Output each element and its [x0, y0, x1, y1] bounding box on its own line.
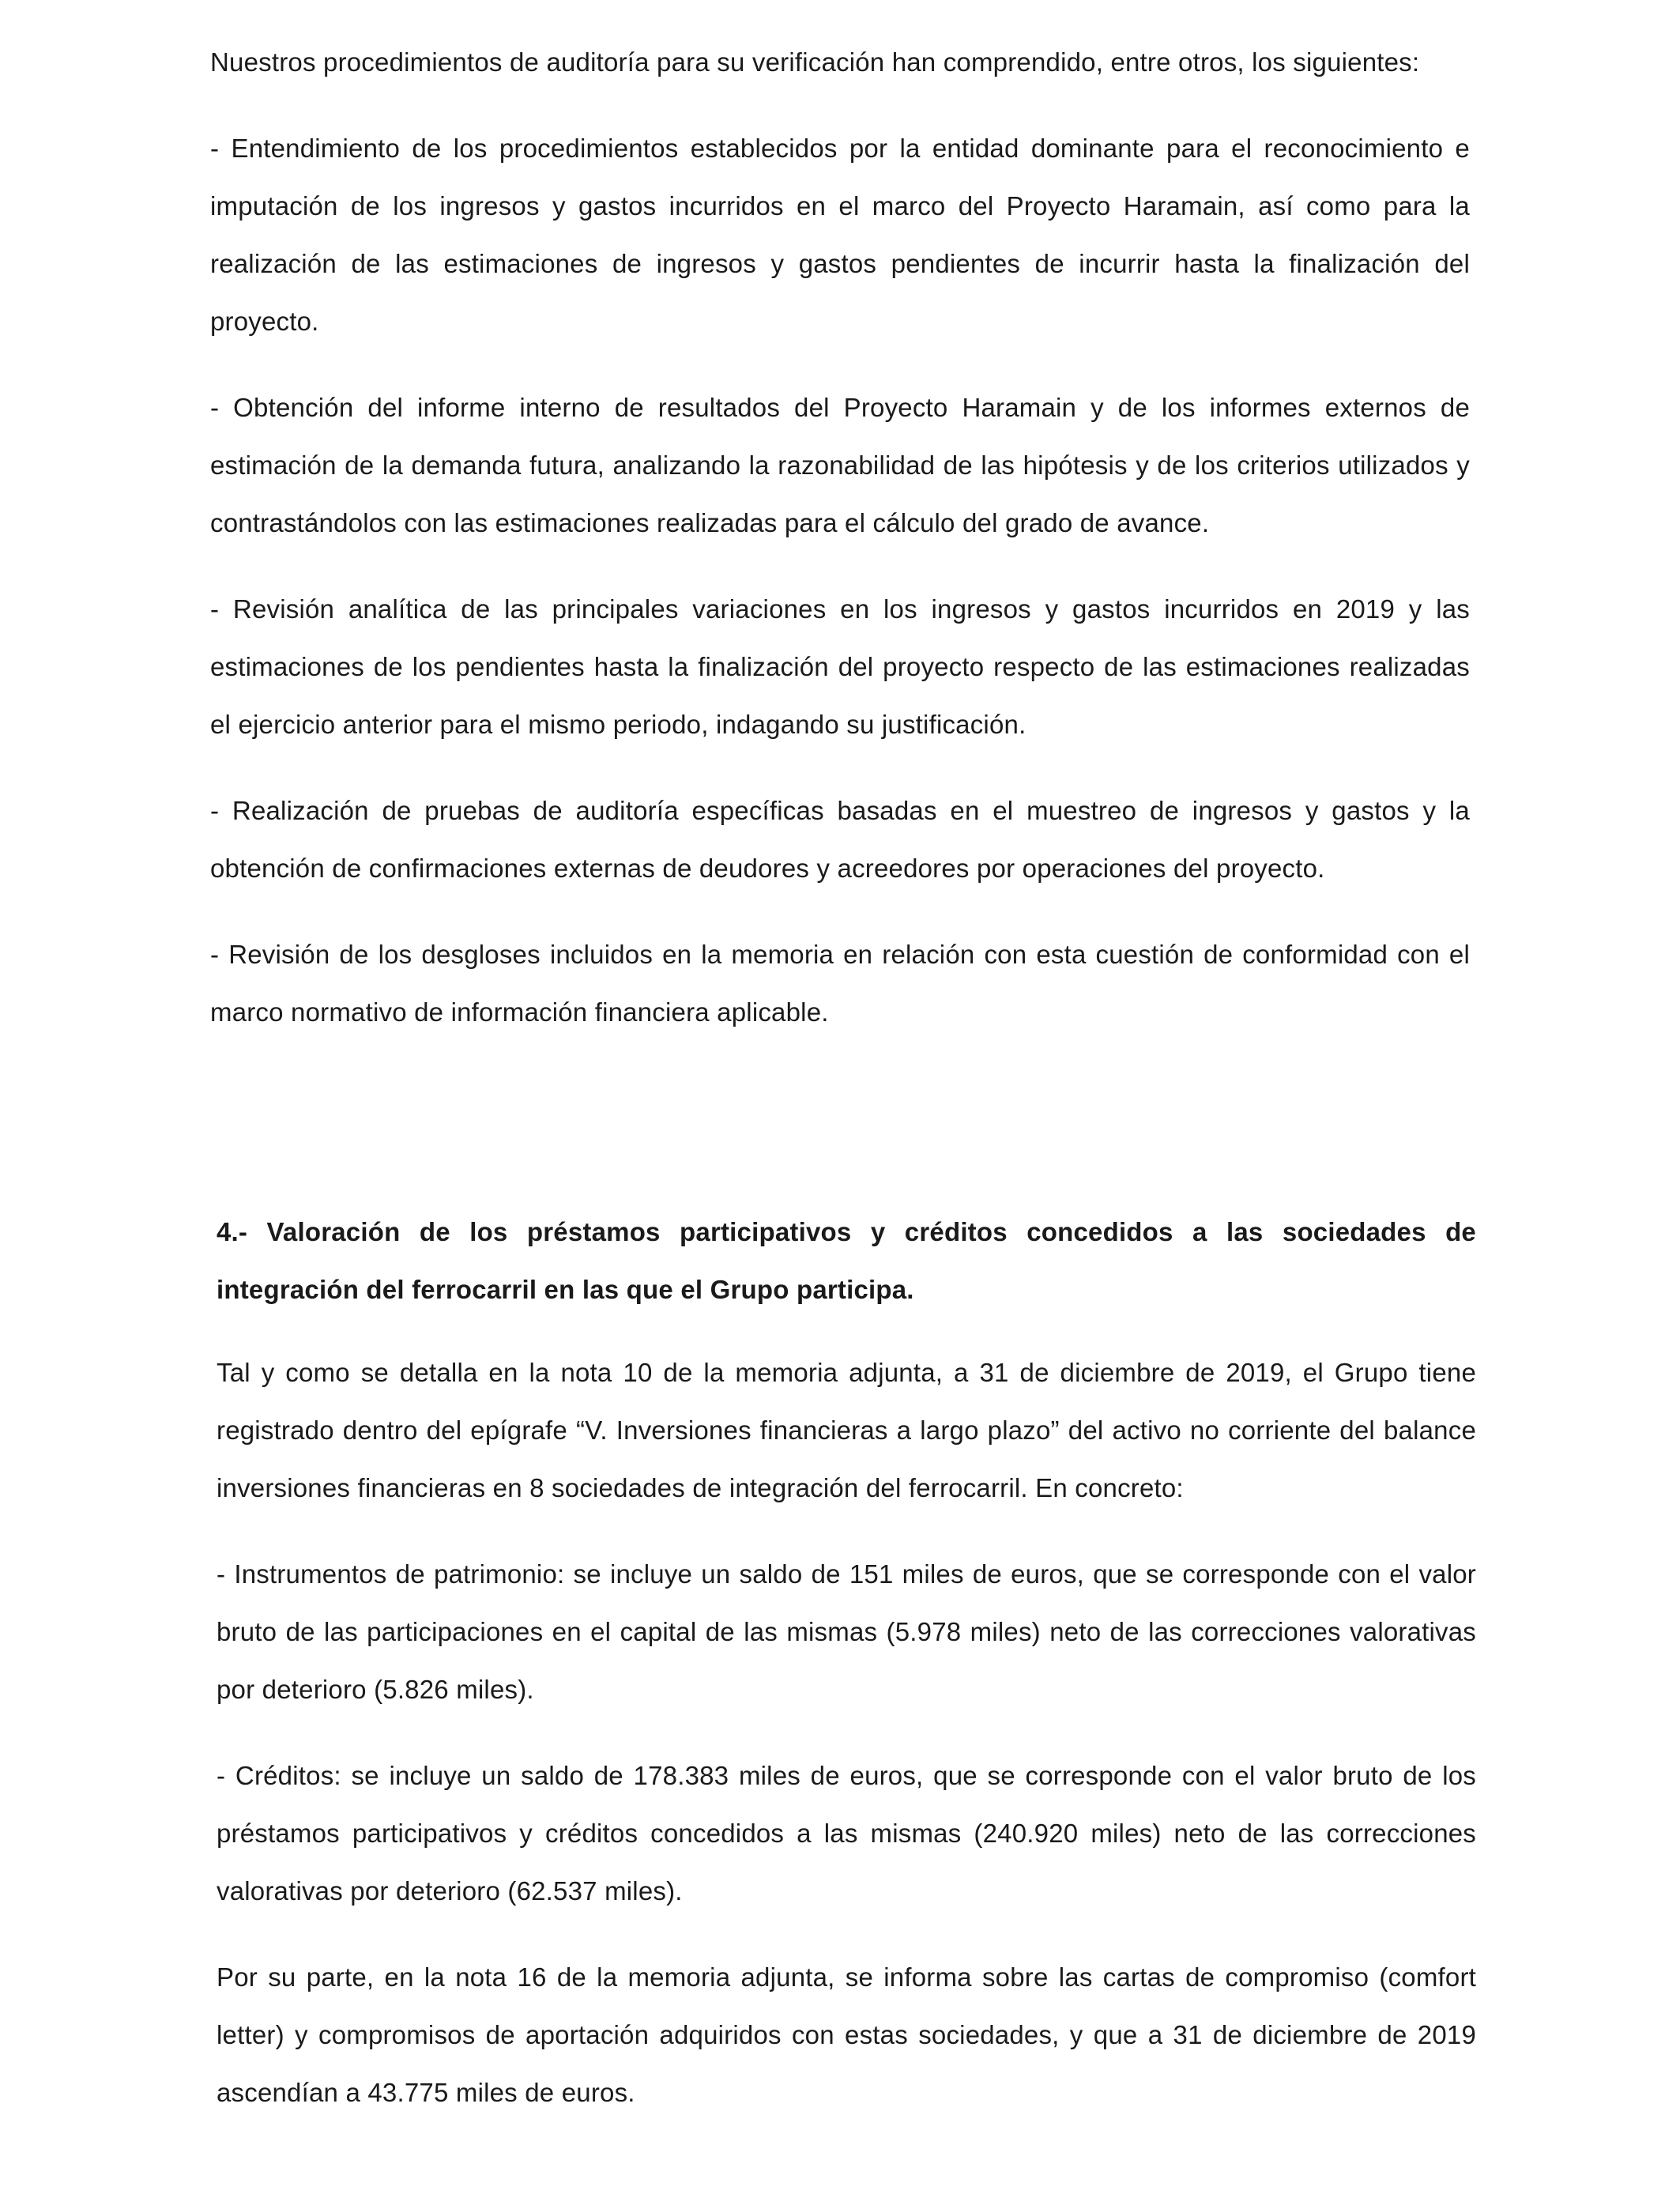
procedure-item-audit-tests: - Realización de pruebas de auditoría específicas basadas en el muestreo de ingresos y gastos y la obtención de confirmaciones externas de deudores y acreedores por operaciones del proyecto.: [210, 796, 1470, 883]
procedure-item-understanding: - Entendimiento de los procedimientos establecidos por la entidad dominante para el reconocimiento e imputación de los ingresos y gastos incurridos en el marco del Proyecto Haramain, así como para la realización de las estimaciones de ingresos y gastos pendientes de incurrir hasta la finalización del proyecto.: [210, 134, 1470, 336]
section-4-paragraph: Tal y como se detalla en la nota 10 de la memoria adjunta, a 31 de diciembre de 2019, el Grupo tiene registrado dentro del epígrafe “V. Inversiones financieras a largo plazo” del activo no corriente del balance inversiones financieras en 8 sociedades de integración del ferrocarril. En concreto:: [217, 1358, 1476, 1502]
section-4-commitments: Por su parte, en la nota 16 de la memoria adjunta, se informa sobre las cartas de compromiso (comfort letter) y compromisos de aportación adquiridos con estas sociedades, y que a 31 de diciembre de 2019 ascendían a 43.775 miles de euros.: [217, 1962, 1476, 2107]
audit-procedures-section: [210, 33, 1470, 1069]
section-4-equity-instruments: - Instrumentos de patrimonio: se incluye un saldo de 151 miles de euros, que se corresponde con el valor bruto de las participaciones en el capital de las mismas (5.978 miles) neto de las correcciones valorativas por deterioro (5.826 miles).: [217, 1559, 1476, 1704]
section-4: [217, 1203, 1476, 2150]
procedure-item-internal-report: - Obtención del informe interno de resultados del Proyecto Haramain y de los informes externos de estimación de la demanda futura, analizando la razonabilidad de las hipótesis y de los criterios utilizados y contrastándolos con las estimaciones realizadas para el cálculo del grado de avance.: [210, 393, 1470, 537]
section-4-heading: 4.- Valoración de los préstamos participativos y créditos concedidos a las sociedades de integración del ferrocarril en las que el Grupo participa.: [217, 1217, 1476, 1304]
section-4-credits: - Créditos: se incluye un saldo de 178.383 miles de euros, que se corresponde con el valor bruto de los préstamos participativos y créditos concedidos a las mismas (240.920 miles) neto de las correcciones valorativas por deterioro (62.537 miles).: [217, 1761, 1476, 1906]
procedure-item-analytical-review: - Revisión analítica de las principales variaciones en los ingresos y gastos incurridos en 2019 y las estimaciones de los pendientes hasta la finalización del proyecto respecto de las estimaciones realizadas el ejercicio anterior para el mismo periodo, indagando su justificación.: [210, 594, 1470, 739]
procedure-item-disclosures: - Revisión de los desgloses incluidos en la memoria en relación con esta cuestión de conformidad con el marco normativo de información financiera aplicable.: [210, 940, 1470, 1027]
intro-paragraph: Nuestros procedimientos de auditoría para su verificación han comprendido, entre otros, los siguientes:: [210, 47, 1420, 77]
